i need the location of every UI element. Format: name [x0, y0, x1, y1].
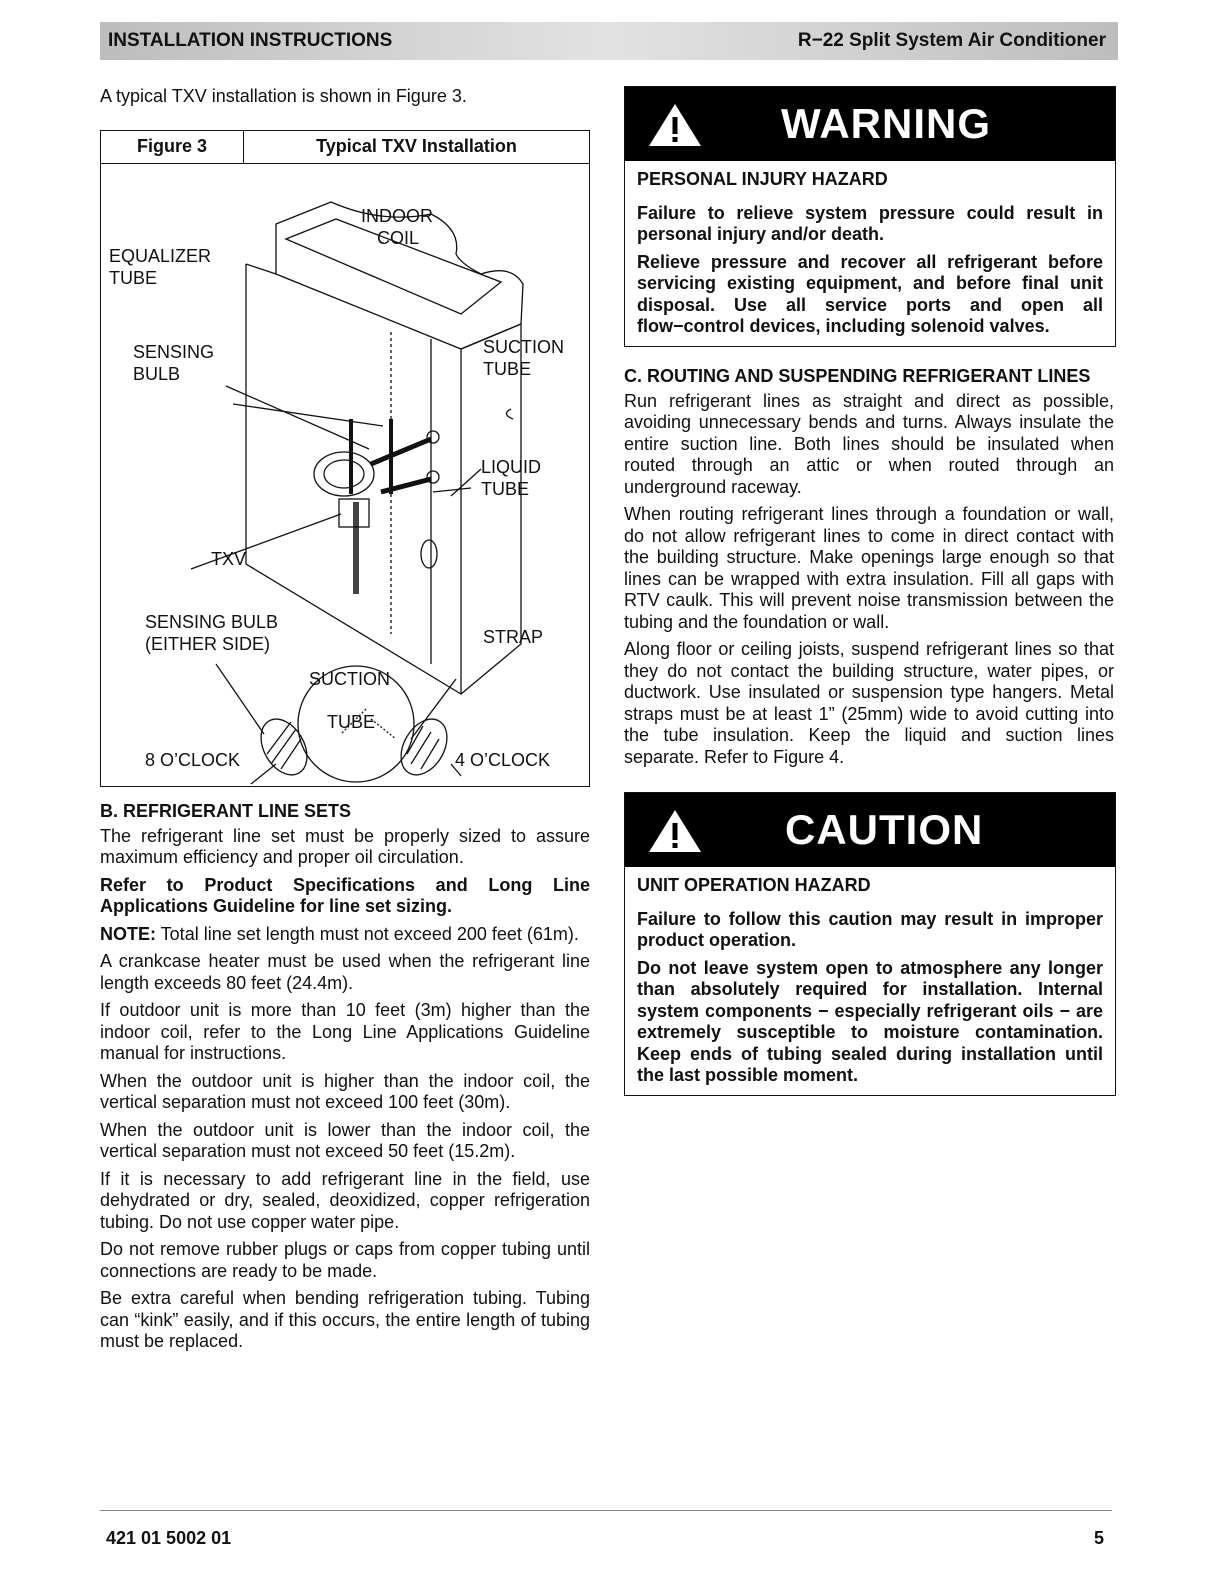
label-sensing-bulb: SENSING BULB	[145, 611, 279, 632]
label-either-side: (EITHER SIDE)	[145, 633, 271, 654]
warning-p2: Relieve pressure and recover all refrigerant before servicing existing equipment, and before final unit disposal. Use all service ports and open all flow−control devices, including solenoid valves.	[637, 251, 1103, 336]
section-b-p4: A crankcase heater must be used when the refrigerant line length exceeds 80 feet (24.4m).	[100, 951, 590, 993]
note-text: Total line set length must not exceed 200 feet (61m).	[156, 923, 579, 944]
footer-divider	[100, 1510, 1112, 1511]
label-suction: SUCTION	[483, 336, 564, 357]
label-4-oclock: 4 O’CLOCK	[455, 749, 551, 770]
equalizer-leader	[226, 386, 369, 449]
figure-number: Figure 3	[101, 131, 244, 163]
warning-body	[625, 161, 1115, 346]
caution-word: CAUTION	[785, 806, 984, 853]
left-column	[100, 86, 590, 1359]
caution-banner	[625, 793, 1115, 867]
caution-body	[625, 867, 1115, 1095]
section-c	[624, 365, 1114, 769]
caution-p1: Failure to follow this caution may result in improper product operation.	[637, 908, 1103, 950]
section-c-p1: Run refrigerant lines as straight and direct as possible, avoiding unnecessary bends and turns. Always insulate the entire suction line. Both lines should be insulated when routed through an attic or when routed through an underground raceway.	[624, 390, 1114, 497]
label-liquid-tube: TUBE	[481, 478, 530, 499]
caution-triangle-icon	[647, 806, 703, 854]
header-title: INSTALLATION INSTRUCTIONS	[108, 30, 393, 51]
section-b-p10: Be extra careful when bending refrigeration tubing. Tubing can “kink” easily, and if this occurs, the entire length of tubing must be replaced.	[100, 1288, 590, 1351]
label-equalizer-tube: TUBE	[109, 267, 158, 288]
label-tube-inner: TUBE	[327, 711, 376, 732]
section-b-heading: B. REFRIGERANT LINE SETS	[100, 800, 352, 821]
section-c-p3: Along floor or ceiling joists, suspend refrigerant lines so that they do not contact the building structure, water pipes, or ductwork. Use insulated or suspension type hangers. Metal straps must be at least 1” (25mm) wide to avoid cutting into the tube insulation. Keep the liquid and suction lines separate. Refer to Figure 4.	[624, 639, 1114, 767]
note-label: NOTE:	[100, 923, 156, 944]
section-b-note	[100, 924, 590, 946]
label-coil: COIL	[377, 227, 420, 248]
section-b-p1: The refrigerant line set must be properly sized to assure maximum efficiency and proper oil circulation.	[100, 825, 590, 867]
label-8-oclock: 8 O’CLOCK	[145, 749, 241, 770]
label-equalizer: EQUALIZER	[109, 245, 212, 266]
header-product: R−22 Split System Air Conditioner	[797, 30, 1106, 51]
caution-box	[624, 792, 1116, 1096]
section-b-p8: If it is necessary to add refrigerant line in the field, use dehydrated or dry, sealed, deoxidized, copper refrigeration tubing. Do not use copper water pipe.	[100, 1168, 590, 1232]
sensing-bulb-coil	[314, 452, 374, 496]
sensing-bulb-8oclock	[252, 711, 317, 783]
warning-triangle-icon	[647, 100, 703, 148]
footer-page-number: 5	[1094, 1528, 1105, 1548]
section-b-p5: If outdoor unit is more than 10 feet (3m) higher than the indoor coil, refer to the Long Line Applications Guideline manual for instructions.	[100, 1000, 590, 1063]
figure-title: Typical TXV Installation	[316, 136, 517, 156]
label-liquid: LIQUID	[481, 456, 542, 477]
caution-p2: Do not leave system open to atmosphere any longer than absolutely required for installation. Internal system components − especially refrigerant oils − are extremely susceptible to moisture contamination. Keep ends of tubing sealed during installation until the last possible moment.	[637, 957, 1103, 1085]
diagram-labels	[109, 206, 564, 770]
figure-3	[100, 130, 590, 787]
warning-box	[624, 86, 1116, 347]
footer-doc-number: 421 01 5002 01	[106, 1528, 232, 1548]
label-suction-tube: TUBE	[483, 358, 532, 379]
warning-hazard: PERSONAL INJURY HAZARD	[637, 169, 888, 189]
label-indoor: INDOOR	[361, 205, 433, 226]
page-header	[100, 22, 1118, 60]
warning-banner	[625, 87, 1115, 161]
section-b-p2: Refer to Product Specifications and Long Line Applications Guideline for line set sizing.	[100, 874, 590, 916]
caution-hazard: UNIT OPERATION HAZARD	[637, 875, 871, 895]
right-column	[624, 86, 1114, 1114]
figure-header	[101, 131, 589, 164]
section-b-p7: When the outdoor unit is lower than the indoor coil, the vertical separation must not exceed 50 feet (15.2m).	[100, 1119, 590, 1161]
label-bulb: BULB	[133, 363, 181, 384]
section-c-heading: C. ROUTING AND SUSPENDING REFRIGERANT LINES	[624, 365, 1091, 386]
warning-word: WARNING	[781, 100, 991, 147]
warning-p1: Failure to relieve system pressure could result in personal injury and/or death.	[637, 202, 1103, 244]
intro-text: A typical TXV installation is shown in Figure 3.	[100, 86, 467, 106]
txv-diagram	[101, 164, 589, 786]
label-strap: STRAP	[483, 626, 544, 647]
section-b-p9: Do not remove rubber plugs or caps from copper tubing until connections are ready to be made.	[100, 1239, 590, 1281]
label-sensing: SENSING	[133, 341, 215, 362]
section-c-p2: When routing refrigerant lines through a foundation or wall, do not allow refrigerant lines to come in direct contact with the building structure. Make openings large enough so that lines can be wrapped with extra insulation. Fill all gaps with RTV caulk. This will prevent noise transmission between the tubing and the foundation or wall.	[624, 504, 1114, 632]
section-b-p6: When the outdoor unit is higher than the indoor coil, the vertical separation must not exceed 100 feet (30m).	[100, 1070, 590, 1112]
label-txv: TXV	[211, 548, 247, 569]
label-suction-inner: SUCTION	[309, 668, 390, 689]
